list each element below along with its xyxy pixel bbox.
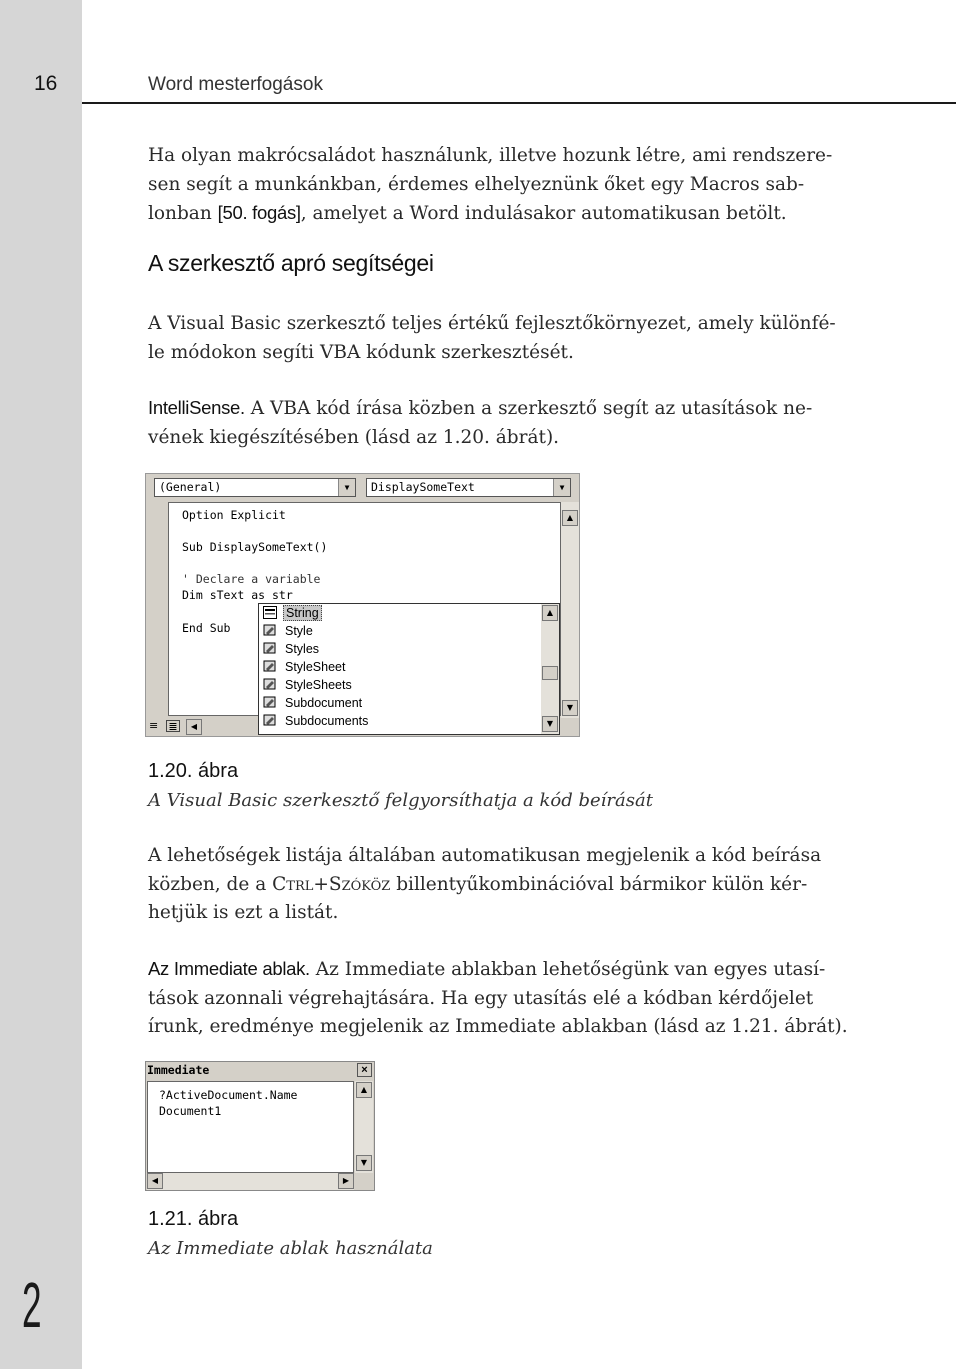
intro-line-1: Ha olyan makrócsaládot használunk, illetve hozunk létre, ami rendszere- [148, 145, 833, 166]
list-item-label: StyleSheet [285, 660, 346, 674]
scroll-left-arrow-icon[interactable]: ◀ [147, 1173, 163, 1189]
scroll-down-arrow-icon[interactable]: ▼ [542, 716, 558, 732]
code-vertical-scrollbar[interactable] [561, 502, 579, 720]
list-item[interactable] [261, 695, 539, 712]
intro-paragraph [148, 142, 848, 229]
object-combo[interactable] [154, 478, 356, 497]
property-icon [263, 642, 277, 655]
immediate-vertical-scrollbar[interactable] [355, 1081, 373, 1173]
list-item-label: Subdocuments [285, 714, 369, 728]
property-icon [263, 660, 277, 673]
margin-indicator-bar [148, 502, 166, 716]
list-item-label: Style [285, 624, 313, 638]
code-comment-line: ' Declare a variable [182, 572, 321, 586]
figure-2-caption: Az Immediate ablak használata [148, 1238, 433, 1259]
list-item[interactable] [261, 605, 539, 622]
list-item[interactable] [261, 641, 539, 658]
figure-2-title: 1.21. ábra [148, 1208, 239, 1230]
vba-editor-screenshot [145, 473, 580, 737]
options-line-3: hetjük is ezt a listát. [148, 902, 339, 923]
section-line-2: le módokon segíti VBA kódunk szerkesztését. [148, 341, 574, 363]
scroll-up-arrow-icon[interactable]: ▲ [356, 1082, 372, 1098]
list-item-label: Subdocument [285, 696, 363, 710]
code-line: Sub DisplaySomeText() [182, 540, 328, 554]
running-head: Word mesterfogások [148, 74, 323, 95]
procedure-view-icon[interactable]: ≡ [149, 719, 159, 732]
code-line: Option Explicit [182, 508, 286, 522]
scroll-right-arrow-icon[interactable]: ▶ [338, 1173, 354, 1189]
cross-reference: [50. fogás] [217, 202, 301, 223]
chevron-down-icon[interactable]: ▼ [553, 479, 570, 496]
immediate-line-2: tások azonnali végrehajtására. Ha egy utasítás elé a kódban kérdőjelet [148, 987, 814, 1009]
immediate-output-area[interactable] [147, 1081, 354, 1173]
immediate-line-3: írunk, eredménye megjelenik az Immediate ablakban (lásd az 1.21. ábrát). [148, 1016, 848, 1037]
header-rule [82, 102, 956, 104]
options-line-2b: billentyűkombinációval bármikor külön kér- [390, 873, 808, 895]
figure-1-caption: A Visual Basic szerkesztő felgyorsíthatja a kód beírását [148, 790, 653, 811]
code-line: End Sub [182, 621, 231, 635]
intellisense-paragraph [148, 394, 848, 452]
property-icon [263, 696, 277, 709]
page-number: 16 [34, 72, 58, 95]
scroll-left-arrow-icon[interactable]: ◀ [186, 719, 202, 735]
close-icon[interactable]: × [357, 1063, 372, 1077]
section-line-1: A Visual Basic szerkesztő teljes értékű fejlesztőkörnyezet, amely különfé- [148, 313, 836, 334]
intellisense-line-2: vének kiegészítésében (lásd az 1.20. ábrát). [148, 426, 560, 448]
list-vertical-scrollbar[interactable] [541, 604, 559, 734]
immediate-horizontal-scrollbar[interactable] [147, 1173, 354, 1190]
figure-1-title: 1.20. ábra [148, 760, 239, 782]
intro-line-2: sen segít a munkánkban, érdemes elhelyeznünk őket egy Macros sab- [148, 173, 805, 195]
immediate-window-screenshot [145, 1061, 375, 1191]
immediate-line-1: Az Immediate ablakban lehetőségünk van egyes utasí- [309, 959, 826, 980]
datatype-icon [263, 606, 277, 619]
options-paragraph [148, 842, 848, 928]
options-line-2a: közben, de a [148, 873, 273, 895]
immediate-paragraph [148, 955, 848, 1042]
scroll-up-arrow-icon[interactable]: ▲ [542, 605, 558, 621]
autocomplete-list[interactable] [258, 603, 560, 735]
list-item-label: StyleSheets [285, 678, 352, 692]
intro-line-3a: lonban [148, 203, 218, 224]
chevron-down-icon[interactable]: ▼ [338, 479, 355, 496]
scroll-down-arrow-icon[interactable]: ▼ [562, 700, 578, 716]
list-item-label: Styles [285, 642, 320, 656]
property-icon [263, 678, 277, 691]
chapter-tab-number: 2 [22, 1269, 42, 1341]
section-paragraph [148, 310, 848, 367]
intellisense-line-1: A VBA kód írása közben a szerkesztő segít az utasítások ne- [244, 398, 813, 419]
scroll-up-arrow-icon[interactable]: ▲ [562, 510, 578, 526]
options-line-1: A lehetőségek listája általában automatikusan megjelenik a kód beírása [148, 845, 822, 866]
scroll-thumb[interactable] [542, 666, 558, 680]
module-view-icon[interactable]: ≣ [166, 720, 180, 732]
list-item[interactable] [261, 677, 539, 694]
intellisense-term: IntelliSense. [148, 397, 245, 418]
list-item[interactable] [261, 713, 539, 730]
list-item[interactable] [261, 623, 539, 640]
immediate-window-title: Immediate [147, 1063, 210, 1077]
property-icon [263, 624, 277, 637]
chapter-sidebar [0, 0, 82, 1369]
immediate-term: Az Immediate ablak. [148, 958, 310, 979]
list-item[interactable] [261, 659, 539, 676]
intro-line-3b: , amelyet a Word indulásakor automatikusan betölt. [300, 203, 787, 224]
code-line: Dim sText as str [182, 588, 293, 602]
property-icon [263, 714, 277, 727]
scroll-down-arrow-icon[interactable]: ▼ [356, 1155, 372, 1171]
object-combo-value: (General) [159, 480, 222, 494]
procedure-combo[interactable] [366, 478, 571, 497]
immediate-line: Document1 [159, 1104, 222, 1118]
list-item-label: String [283, 605, 322, 621]
immediate-line: ?ActiveDocument.Name [159, 1088, 298, 1102]
keyboard-shortcut: Ctrl+Szóköz [272, 873, 391, 895]
section-heading: A szerkesztő apró segítségei [148, 250, 434, 276]
procedure-combo-value: DisplaySomeText [371, 480, 475, 494]
